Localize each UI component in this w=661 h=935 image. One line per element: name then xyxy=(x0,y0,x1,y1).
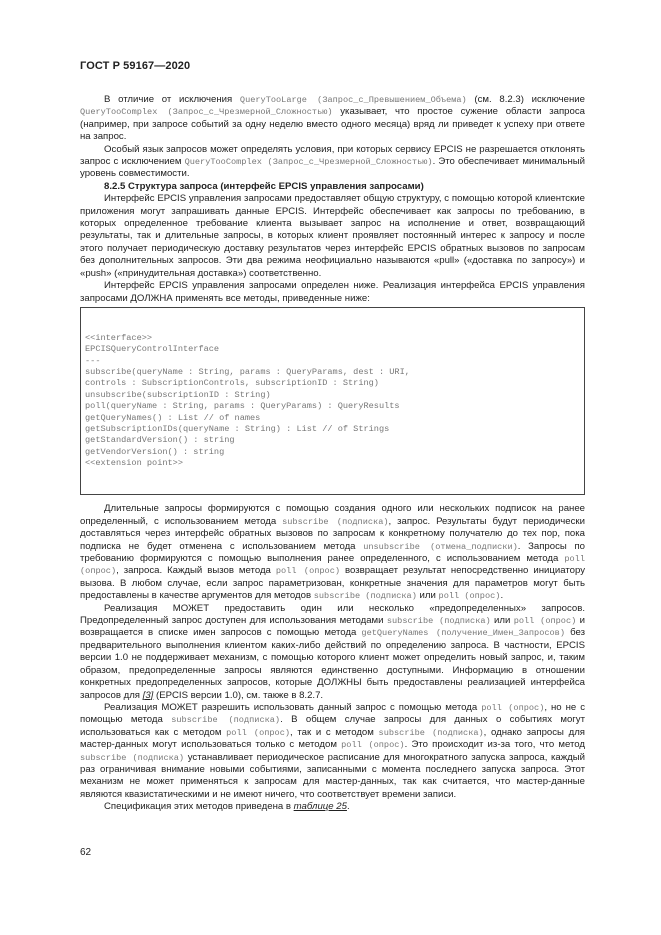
table-reference-link[interactable]: таблице 25 xyxy=(293,801,347,813)
code-line: getQueryNames() : List // of names xyxy=(85,412,261,423)
code-term: poll (опрос) xyxy=(80,554,585,577)
code-term: poll (опрос) xyxy=(481,702,545,713)
text: , однако запросы для мастер-данных могут использоваться только с методом xyxy=(80,726,585,751)
text: , запрос. Результаты будут периодически доставляться через интерфейс обратных вызовов по запросам к конкретному получателю до тех пор, пока подписка не будет отменена с использованием метода xyxy=(80,515,585,552)
code-term: subscribe (подписка) xyxy=(282,516,389,527)
code-term: subscribe (подписка) xyxy=(386,616,491,627)
code-line: --- xyxy=(85,355,101,366)
text: (EPCIS версии 1.0), см. также в 8.2.7. xyxy=(153,689,324,701)
text: . Запросы по требованию формируются с помощью выполнения ранее определенного, с использованием метода xyxy=(80,540,585,565)
text: Спецификация этих методов приведена в xyxy=(104,801,294,813)
text: возвращает результат непосредственно инициатору вызова. В любом случае, если запрос параметризован, конкретные значения для параметров могут быть предоставлены в качестве аргументов для методов xyxy=(80,565,585,602)
section-heading: 8.2.5 Структура запроса (интерфейс EPCIS управления запросами) xyxy=(104,180,424,192)
code-line: <<extension point>> xyxy=(85,458,183,469)
text: , но не с помощью метода xyxy=(80,701,585,726)
text: (см. 8.2.3) исключение xyxy=(466,94,585,105)
paragraph-7 xyxy=(80,702,585,801)
text: . xyxy=(346,801,350,813)
code-line: EPCISQueryControlInterface xyxy=(85,344,220,355)
code-line: getStandardVersion() : string xyxy=(85,435,235,446)
text: указывает, что простое сужение области запроса (например, при запросе событий за одну неделю вместо одного месяца) вряд ли приведет к успеху при ответе на запрос. xyxy=(80,106,585,143)
text: и возвращается в списке имен запросов с помощью метода xyxy=(80,615,585,639)
code-line: controls : SubscriptionControls, subscriptionID : String) xyxy=(85,378,379,389)
code-line: getVendorVersion() : string xyxy=(85,446,225,457)
document-body xyxy=(80,94,585,814)
reference-link[interactable]: [3] xyxy=(142,689,154,701)
code-line: getSubscriptionIDs(queryName : String) : List // of Strings xyxy=(85,423,390,434)
code-term: poll (опрос) xyxy=(438,591,501,602)
text: устанавливает периодическое расписание для многократного запуска запроса, каждый раз ограничивая внимание новыми событиями, записанными с момента последнего запуска запроса. Этот механизм не может применяться к запросам для мастер-данных, так как считается, что мастер-данные являются квазистатическими и не имеют ничего, что соответствует времени записи. xyxy=(80,751,585,800)
text: , так и с методом xyxy=(290,726,379,738)
paragraph-8 xyxy=(80,801,585,813)
document-header: ГОСТ Р 59167—2020 xyxy=(80,60,191,72)
code-term: poll (опрос) xyxy=(275,566,341,577)
text: . Это происходит из-за того, что метод xyxy=(404,739,586,751)
code-line: subscribe(queryName : String, params : QueryParams, dest : URI, xyxy=(85,366,410,377)
page-number: 62 xyxy=(80,847,92,858)
text: Длительные запросы формируются с помощью создания одного или нескольких подписок на ранее определенный, с использованием метода xyxy=(80,503,585,527)
code-line: <<interface>> xyxy=(85,332,153,343)
code-term: subscribe (подписка) xyxy=(378,727,484,738)
code-term: getQueryNames (получение_Имен_Запросов) xyxy=(361,628,565,639)
paragraph-4: Интерфейс EPCIS управления запросами определен ниже. Реализация интерфейса EPCIS управления запросами ДОЛЖНА применять все методы, приведенные ниже: xyxy=(80,280,585,304)
paragraph-5 xyxy=(80,503,585,602)
text: . Это обеспечивает минимальный уровень совместимости. xyxy=(80,156,586,180)
code-line: poll(queryName : String, params : QueryParams) : QueryResults xyxy=(85,401,400,412)
code-term: poll (опрос) xyxy=(226,727,291,738)
paragraph-1 xyxy=(80,94,585,144)
text: Реализация МОЖЕТ предоставить один или несколько «предопределенных» запросов. Предопределенный запрос доступен для использования методами xyxy=(80,602,585,627)
code-term: subscribe (подписка) xyxy=(313,591,417,602)
paragraph-2 xyxy=(80,144,585,181)
text: Особый язык запросов может определять условия, при которых сервису EPCIS не разрешается отклонять запрос с исключением xyxy=(80,143,585,168)
code-term: QueryTooComplex (Запрос_с_Чрезмерной_Сложностью) xyxy=(184,157,433,168)
text: . xyxy=(500,590,504,602)
code-term: unsubscribe (отмена_подписки) xyxy=(363,541,518,552)
code-term: poll (опрос) xyxy=(341,740,405,751)
paragraph-6 xyxy=(80,603,585,702)
text: В отличие от исключения xyxy=(104,94,240,105)
code-line: unsubscribe(subscriptionID : String) xyxy=(85,389,271,400)
text: . В общем случае запросы для данных о событиях могут использоваться как с методом xyxy=(80,714,586,738)
text: Реализация МОЖЕТ разрешить использовать данный запрос с помощью метода xyxy=(104,701,482,713)
code-term: subscribe (подписка) xyxy=(171,715,281,726)
text: или xyxy=(416,590,439,602)
interface-code-block xyxy=(80,307,585,496)
code-term: QueryTooLarge (Запрос_с_Превышением_Объема) xyxy=(239,95,467,105)
text: , запроса. Каждый вызов метода xyxy=(116,565,276,577)
code-term: subscribe (подписка) xyxy=(80,752,185,763)
text: без предварительного выполнения клиентом каких-либо действий по определению запроса. В частности, EPCIS версии 1.0 не поддерживает механизм, с помощью которого клиент может определить новый запрос, и, таким образом, предопределенные запросы являются единственно доступными. Информацию в отношении конкретных предопределенных запросов, которые ДОЛЖНЫ быть предоставлены реализацией интерфейса запросов для xyxy=(80,627,585,701)
paragraph-3: Интерфейс EPCIS управления запросами предоставляет общую структуру, с помощью которой клиентские приложения могут запрашивать данные EPCIS. Интерфейс обеспечивает как запросы по требованию, в которых определенное требование клиента вызывает запрос на исполнение и ответ, возвращающий результаты, так и длительные запросы, в которых клиент проявляет постоянный интерес к запросу и после этого получает периодическую доставку результатов через интерфейс EPCIS обратных вызовов по запросам без дополнительных запросов. Эти два режима неофициально называются «pull» («доставка по запросу») и «push» («принудительная доставка») соответственно. xyxy=(80,193,585,279)
text: или xyxy=(490,615,514,627)
code-term: QueryTooComplex (Запрос_с_Чрезмерной_Сложностью) xyxy=(80,107,333,118)
code-term: poll (опрос) xyxy=(513,616,577,627)
